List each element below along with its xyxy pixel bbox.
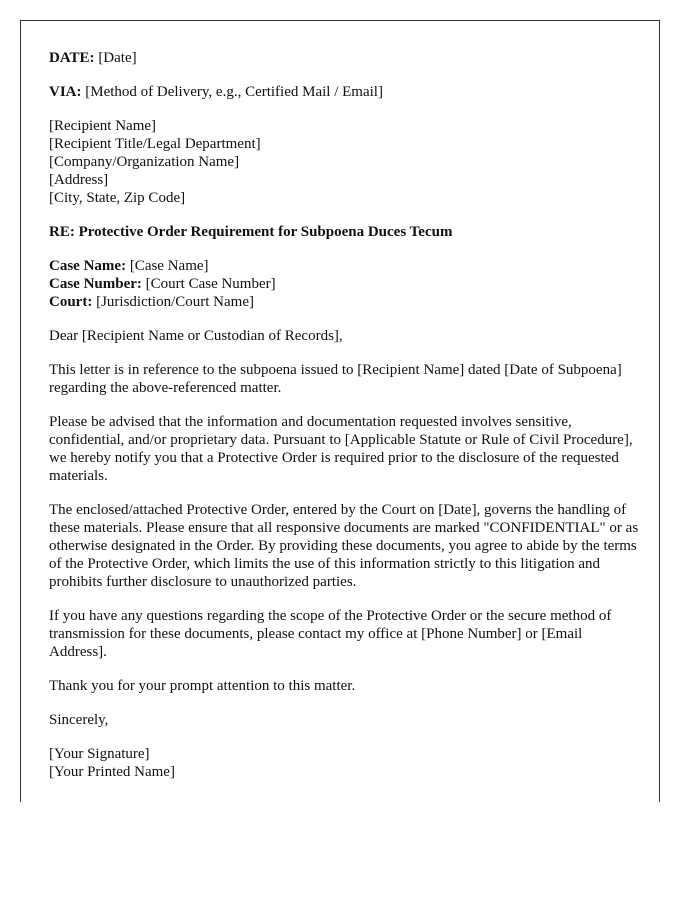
- subject-line: [49, 223, 639, 241]
- case-name-value: [Case Name]: [129, 258, 209, 274]
- date-line: [49, 49, 639, 67]
- recipient-address-block: [49, 117, 639, 207]
- valediction: Sincerely,: [49, 712, 109, 728]
- body-paragraph-thanks: Thank you for your prompt attention to this matter.: [49, 678, 356, 694]
- body-paragraph-protective-order: The enclosed/attached Protective Order, entered by the Court on [Date], governs the handling of these materials. Please ensure that all responsive documents are marked "CONFIDENTIAL" or as otherwise designated in the Order. By providing these documents, you agree to abide by the terms of the Protective Order, which limits the use of this information strictly to this litigation and prohibits further disclosure to unauthorized parties.: [49, 502, 639, 590]
- subject-text: RE: Protective Order Requirement for Subpoena Duces Tecum: [49, 224, 453, 240]
- case-number-label: Case Number:: [49, 276, 142, 292]
- letter-page: [20, 20, 660, 802]
- court-label: Court:: [49, 294, 93, 310]
- court-value: [Jurisdiction/Court Name]: [96, 294, 254, 310]
- date-label: DATE:: [49, 50, 95, 66]
- salutation: Dear [Recipient Name or Custodian of Records],: [49, 328, 343, 344]
- case-name-label: Case Name:: [49, 258, 127, 274]
- case-number-value: [Court Case Number]: [145, 276, 276, 292]
- recipient-name: [Recipient Name]: [49, 118, 157, 134]
- letter-content: [49, 49, 639, 797]
- signature-block: [49, 745, 639, 781]
- signature: [Your Signature]: [49, 746, 150, 762]
- case-name-line: [49, 257, 639, 275]
- via-line: [49, 83, 639, 101]
- recipient-address: [Address]: [49, 172, 109, 188]
- court-line: [49, 293, 639, 311]
- recipient-city-state-zip: [City, State, Zip Code]: [49, 190, 186, 206]
- via-value: [Method of Delivery, e.g., Certified Mail / Email]: [85, 84, 383, 100]
- body-paragraph-reference: This letter is in reference to the subpoena issued to [Recipient Name] dated [Date of Subpoena] regarding the above-referenced matter.: [49, 362, 622, 396]
- via-label: VIA:: [49, 84, 82, 100]
- recipient-company: [Company/Organization Name]: [49, 154, 240, 170]
- body-paragraph-advisory: Please be advised that the information and documentation requested involves sensitive, confidential, and/or proprietary data. Pursuant to [Applicable Statute or Rule of Civil Procedure], we hereby notify you that a Protective Order is required prior to the disclosure of the requested materials.: [49, 414, 633, 484]
- case-number-line: [49, 275, 639, 293]
- recipient-title: [Recipient Title/Legal Department]: [49, 136, 261, 152]
- body-paragraph-contact: If you have any questions regarding the scope of the Protective Order or the secure method of transmission for these documents, please contact my office at [Phone Number] or [Email Address].: [49, 608, 612, 660]
- printed-name: [Your Printed Name]: [49, 764, 175, 780]
- case-info-block: [49, 257, 639, 311]
- date-value: [Date]: [98, 50, 137, 66]
